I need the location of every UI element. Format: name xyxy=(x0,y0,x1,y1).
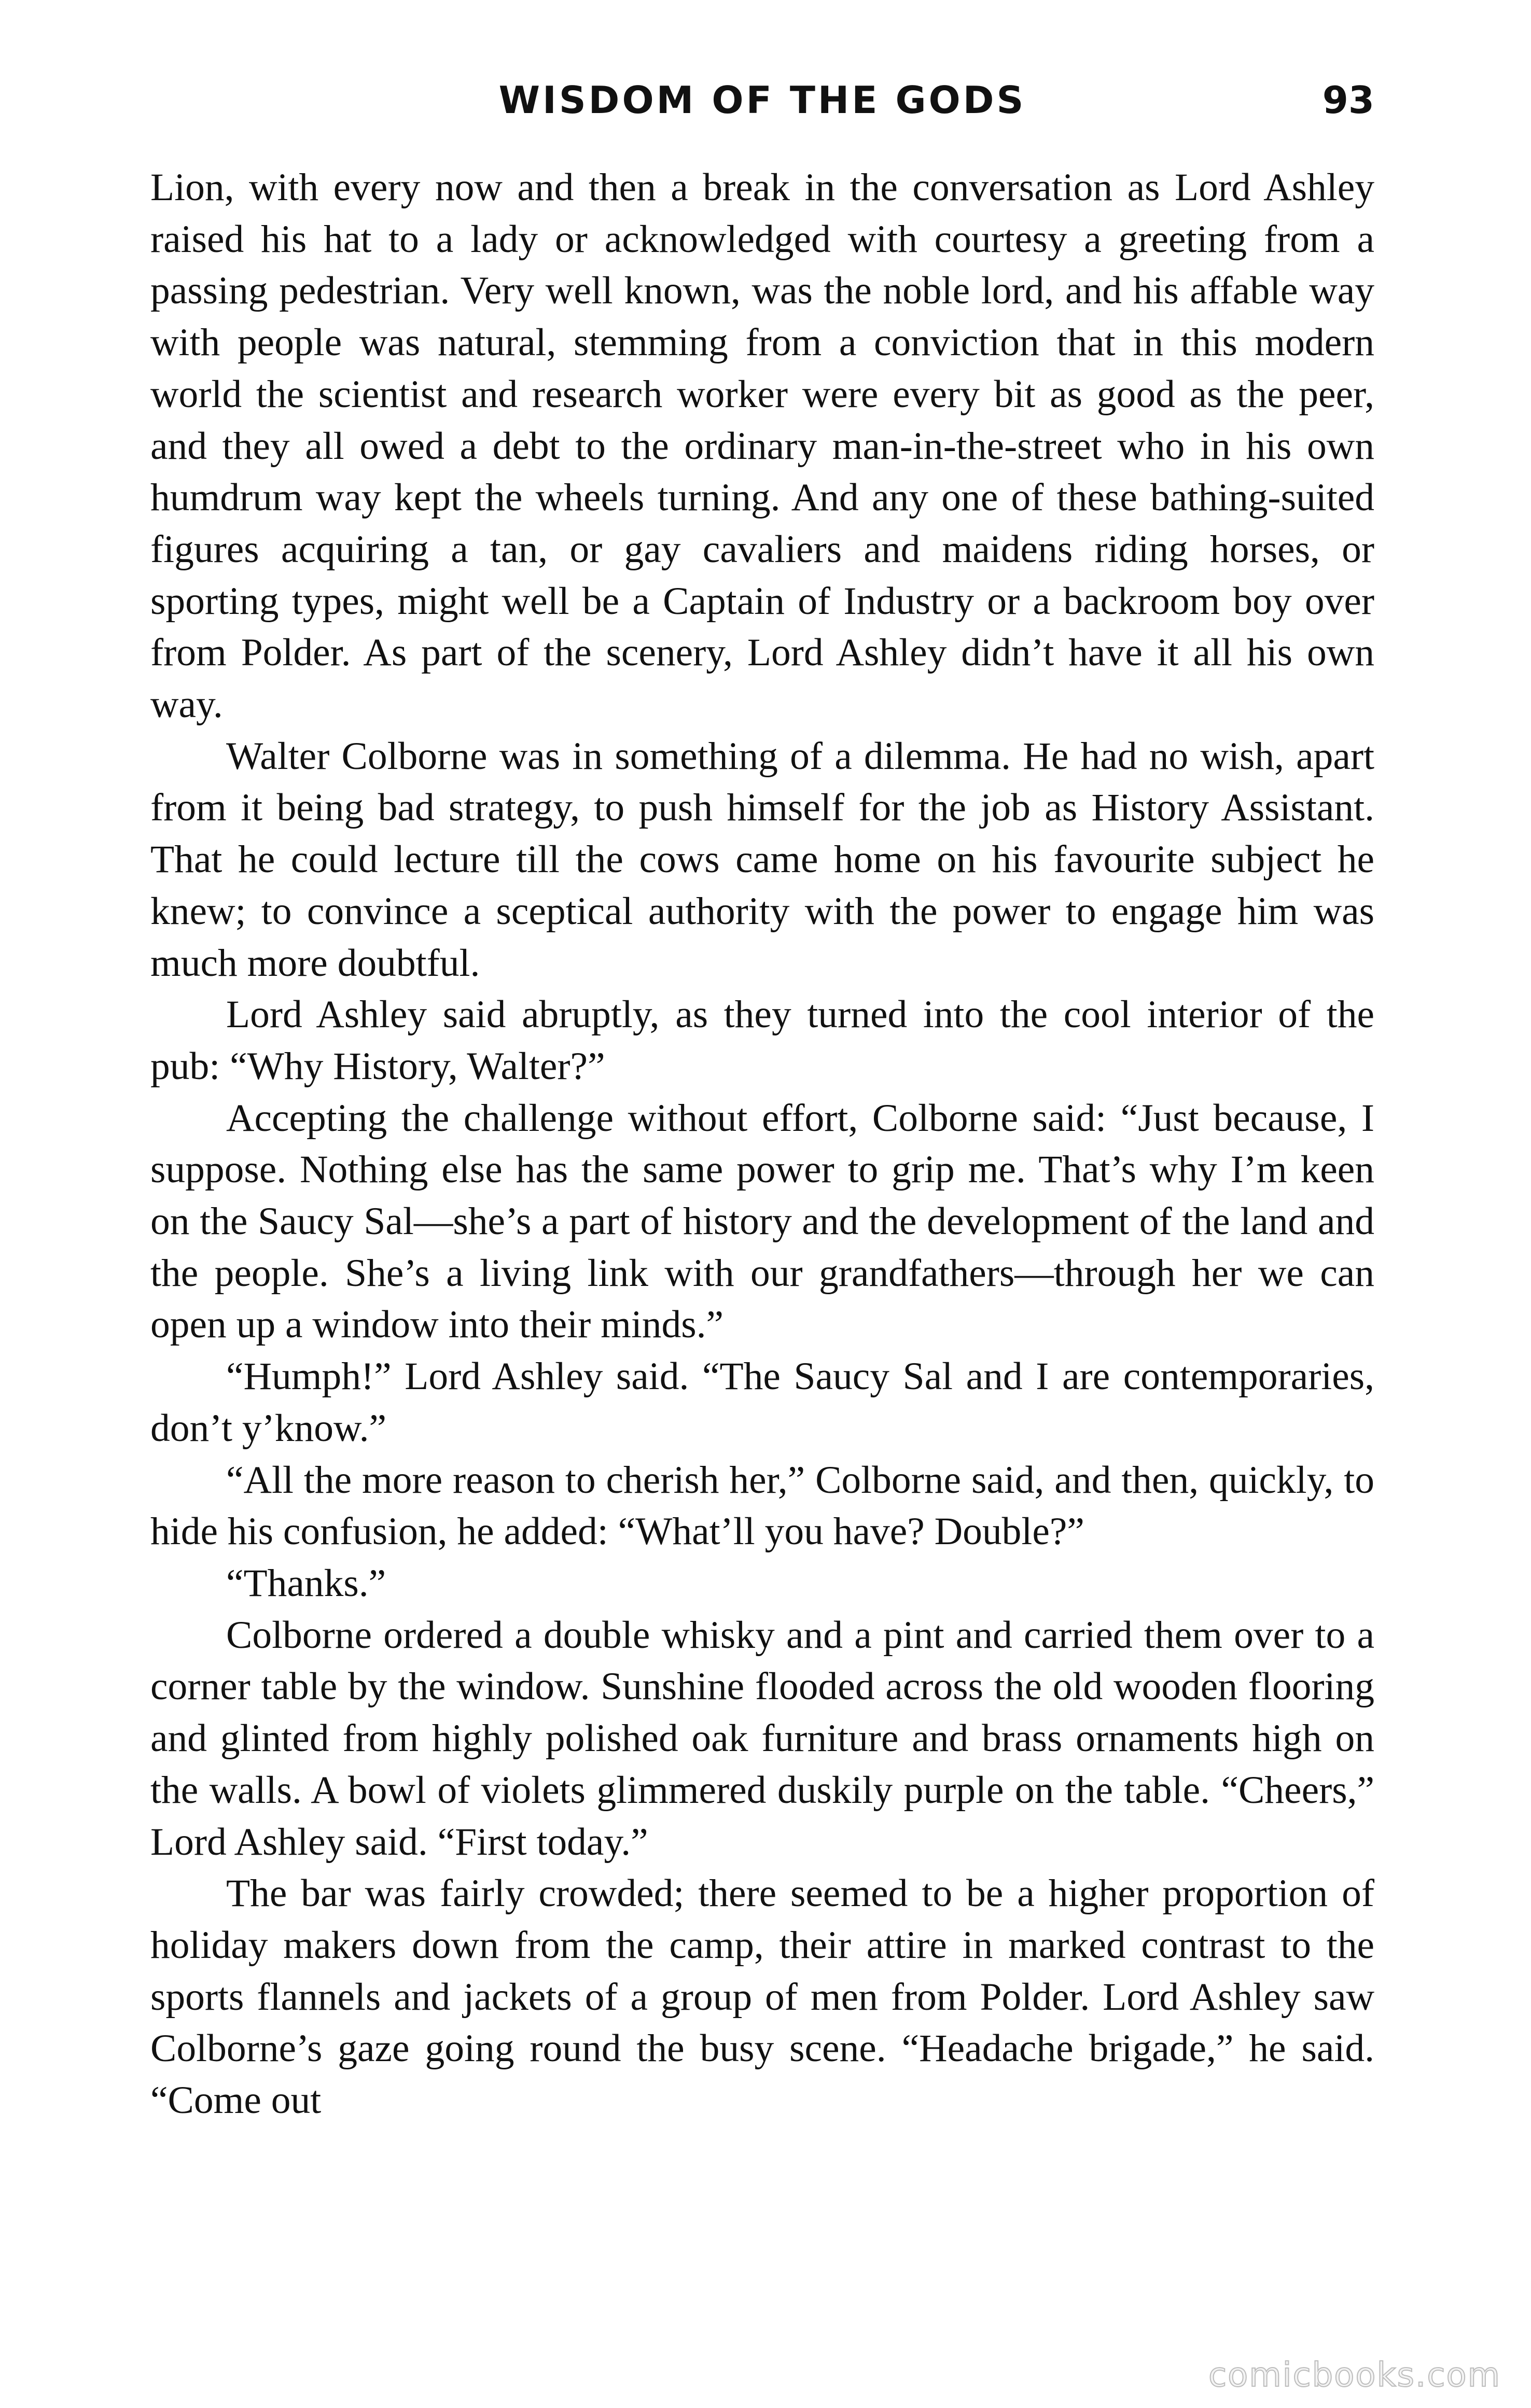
watermark: comicbooks.com xyxy=(1208,2356,1501,2395)
paragraph-1: Lion, with every now and then a break in the conversation as Lord Ashley raised his hat to a lady or acknowledged with courtesy a greeting from a passing pedestrian. Very well known, was the noble lord, and his affable way with people was natural, stemming from a conviction that in this modern world the scientist and research worker were every bit as good as the peer, and they all owed a debt to the ordinary man-in-the-street who in his own humdrum way kept the wheels turning. And any one of these bathing-suited figures acquiring a tan, or gay cavaliers and maidens riding horses, or sporting types, might well be a Captain of Industry or a backroom boy over from Polder. As part of the scenery, Lord Ashley didn’t have it all his own way. xyxy=(150,166,1374,726)
paragraph-9: The bar was fairly crowded; there seemed to be a higher proportion of holiday makers down from the camp, their attire in marked contrast to the sports flannels and jackets of a group of men from Polder. Lord Ashley saw Colborne’s gaze going round the busy scene. “Headache brigade,” he said. “Come out xyxy=(150,1872,1374,2122)
body-text xyxy=(150,162,1374,2126)
paragraph-6: “All the more reason to cherish her,” Colborne said, and then, quickly, to hide his confusion, he added: “What’ll you have? Double?” xyxy=(150,1458,1374,1553)
paragraph-8: Colborne ordered a double whisky and a pint and carried them over to a corner table by the window. Sunshine flooded across the old wooden flooring and glinted from highly polished oak furniture and brass ornaments high on the walls. A bowl of violets glimmered duskily purple on the table. “Cheers,” Lord Ashley said. “First today.” xyxy=(150,1613,1374,1864)
running-title: WISDOM OF THE GODS xyxy=(498,78,1026,122)
page-number: 93 xyxy=(1322,78,1374,122)
paragraph-2: Walter Colborne was in something of a dilemma. He had no wish, apart from it being bad strategy, to push himself for the job as History Assistant. That he could lecture till the cows came home on his favourite subject he knew; to convince a sceptical authority with the power to engage him was much more doubtful. xyxy=(150,734,1374,985)
paragraph-4: Accepting the challenge without effort, Colborne said: “Just because, I suppose. Nothing else has the same power to grip me. That’s why I’m keen on the Saucy Sal—she’s a part of history and the development of the land and the people. She’s a living link with our grandfathers—through her we can open up a window into their minds.” xyxy=(150,1096,1374,1347)
running-header xyxy=(150,77,1374,123)
paragraph-3: Lord Ashley said abruptly, as they turned into the cool interior of the pub: “Why History, Walter?” xyxy=(150,993,1374,1088)
paragraph-7: “Thanks.” xyxy=(226,1561,386,1605)
paragraph-5: “Humph!” Lord Ashley said. “The Saucy Sal and I are contemporaries, don’t y’know.” xyxy=(150,1355,1374,1450)
